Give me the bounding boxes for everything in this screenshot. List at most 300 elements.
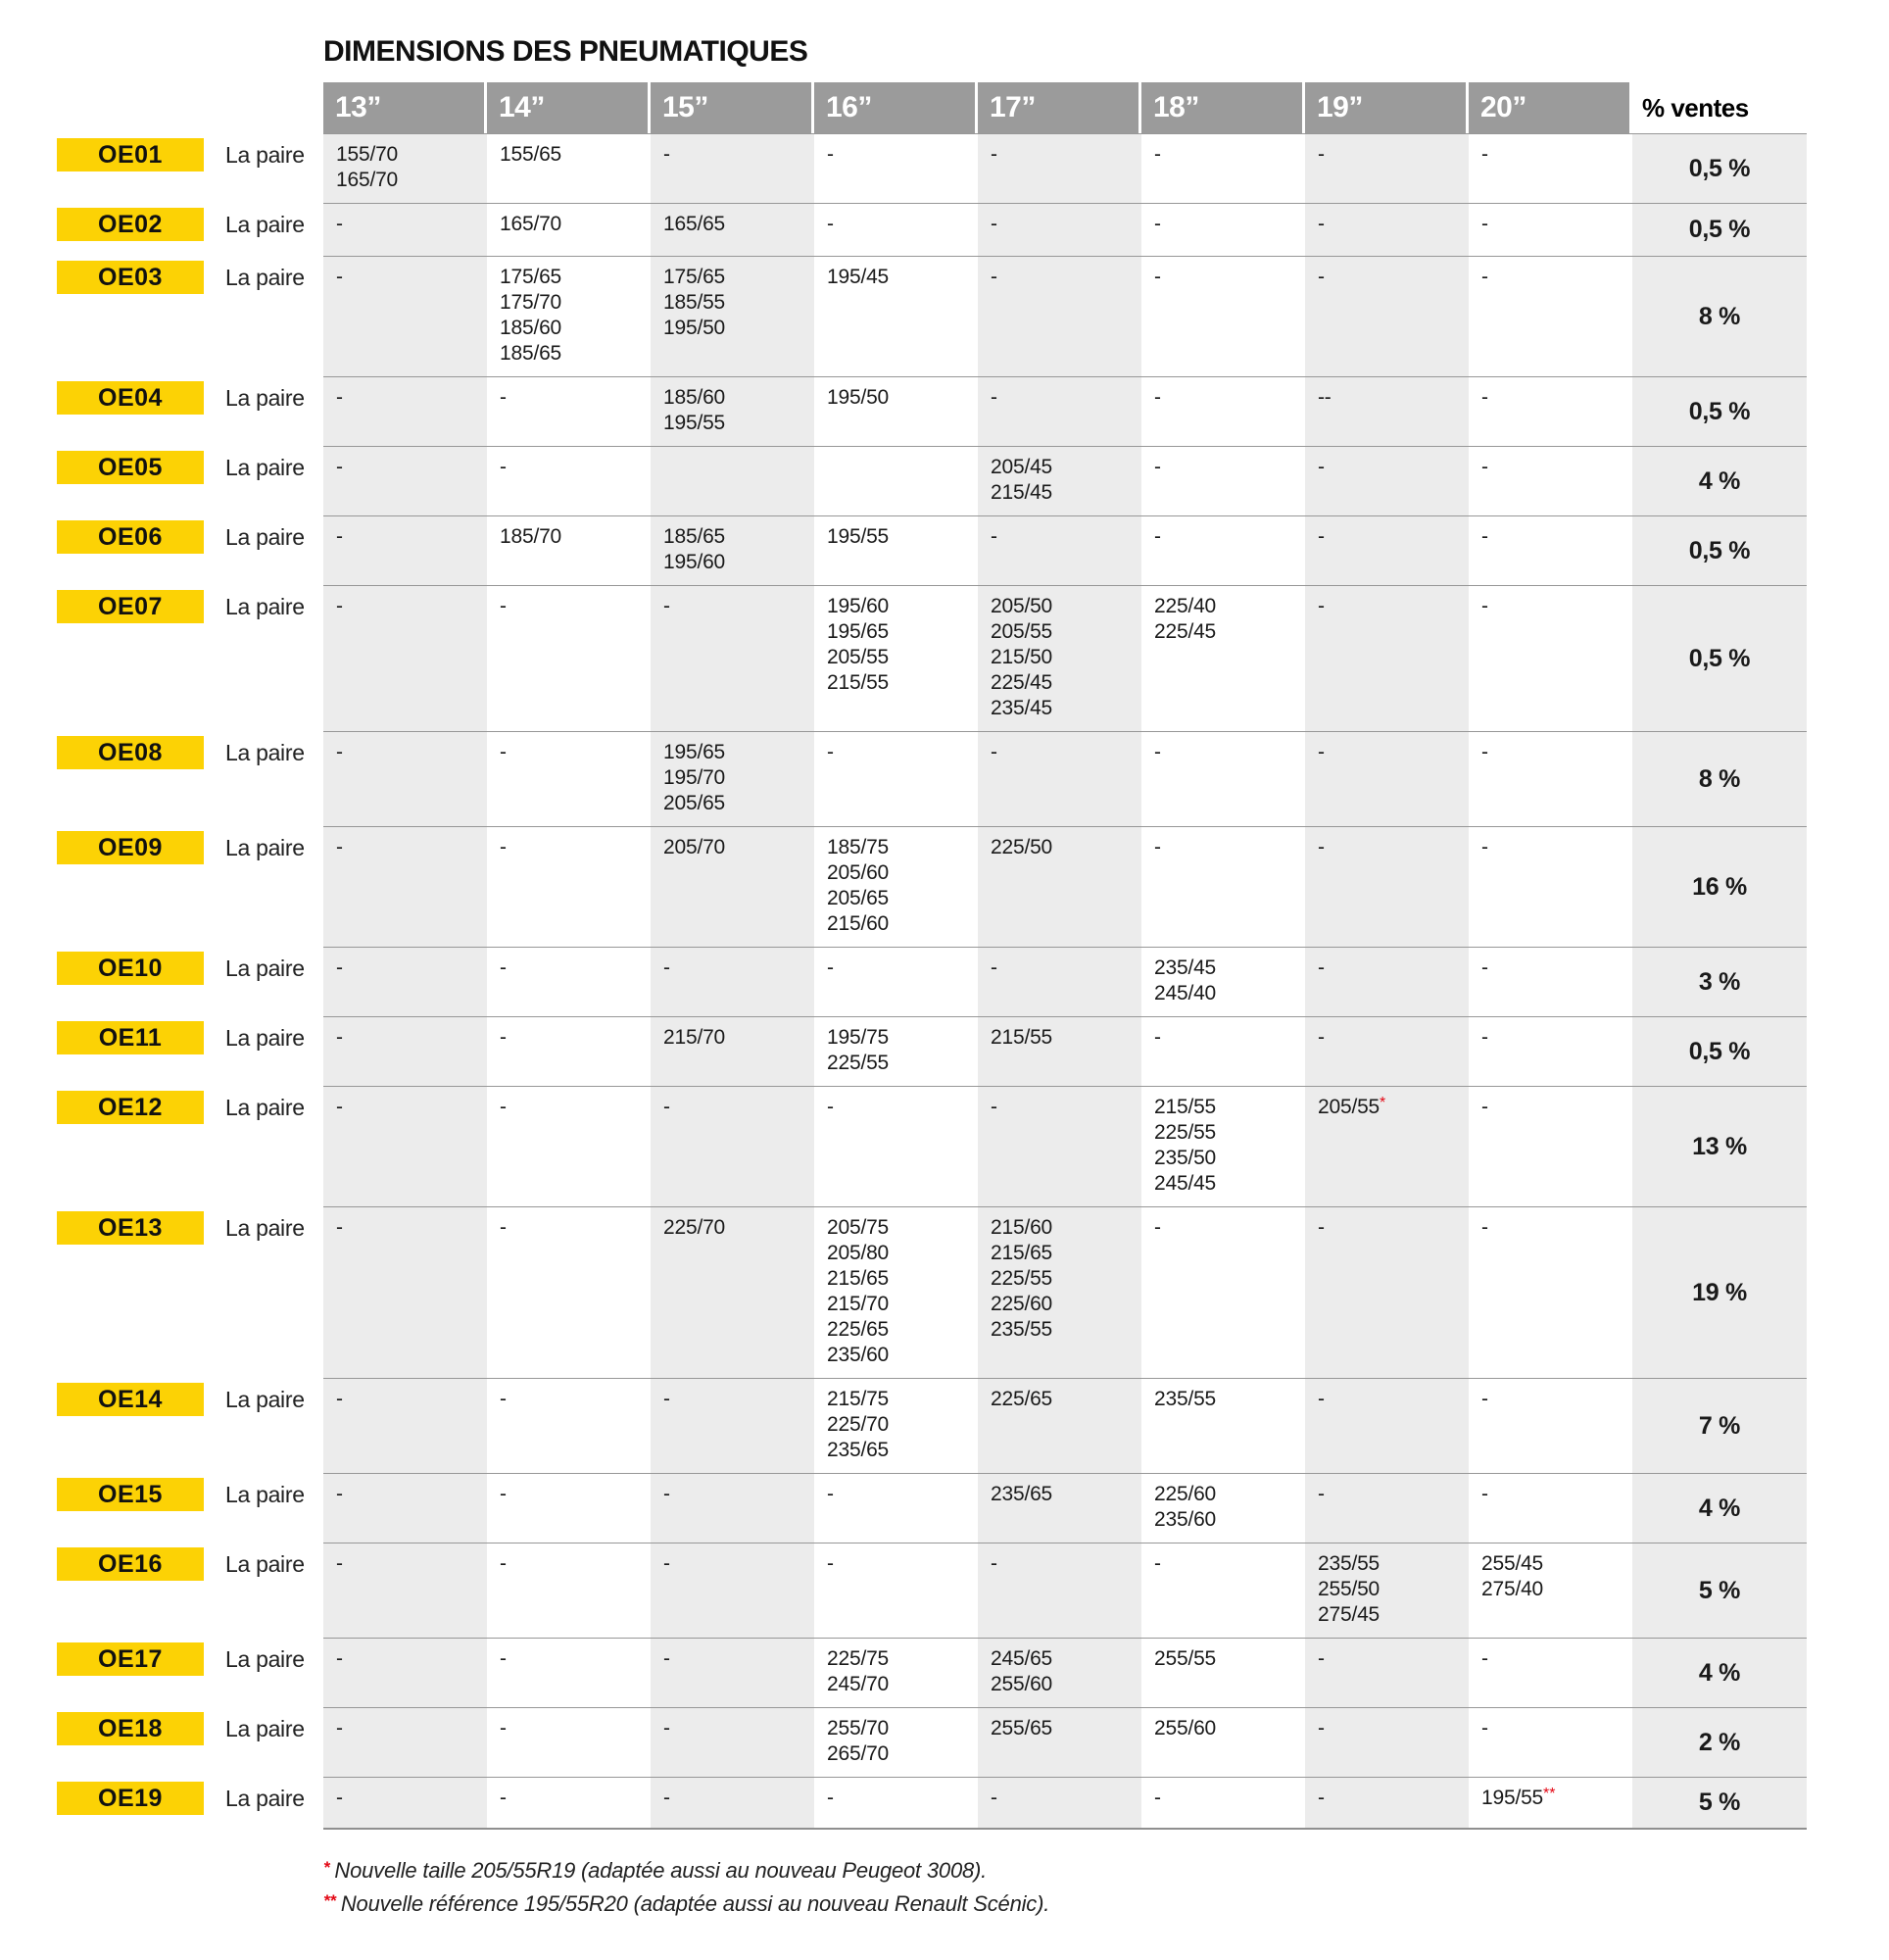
size-cell-20in [1469, 1473, 1632, 1543]
sales-percent-cell [1632, 1086, 1807, 1206]
tyre-size: - [1481, 213, 1488, 235]
tyre-size: - [500, 836, 507, 858]
sales-percent-cell [1632, 1777, 1807, 1830]
table-row-oe03 [57, 256, 1832, 376]
sales-percent-cell [1632, 731, 1807, 826]
size-cell-20in [1469, 826, 1632, 947]
size-cell-16in [814, 1206, 978, 1378]
tyre-size: - [1318, 213, 1325, 235]
tyre-size: - [500, 1026, 507, 1049]
tyre-size: - [663, 1483, 670, 1505]
table-row-oe11 [57, 1016, 1832, 1086]
tyre-size: - [1481, 741, 1488, 763]
tyre-size: - [500, 1216, 507, 1239]
size-cell-18in [1141, 585, 1305, 731]
size-cell-19in [1305, 1777, 1469, 1830]
size-cell-18in [1141, 1016, 1305, 1086]
column-header-16in: 16” [814, 82, 978, 133]
size-cell-17in [978, 1777, 1141, 1830]
size-cell-20in [1469, 256, 1632, 376]
size-cell-14in [487, 1707, 651, 1777]
size-cell-14in [487, 203, 651, 256]
size-cell-13in [323, 1777, 487, 1830]
tyre-size: 195/55 [663, 412, 726, 434]
size-cell-19in [1305, 376, 1469, 446]
tyre-size: - [1481, 595, 1488, 617]
unit-label: La paire [225, 455, 305, 480]
tyre-size: 235/45 [1154, 956, 1217, 979]
row-code-cell [57, 515, 212, 585]
table-row-oe18 [57, 1707, 1832, 1777]
row-code-badge: OE16 [57, 1547, 204, 1581]
tyre-size: - [1481, 525, 1488, 548]
size-cell-20in [1469, 1638, 1632, 1707]
unit-label: La paire [225, 1025, 305, 1051]
tyre-size: 225/50 [991, 836, 1053, 858]
tyre-size: - [336, 1216, 343, 1239]
size-cell-16in [814, 1777, 978, 1830]
tyre-size: - [663, 1096, 670, 1118]
row-code-badge: OE13 [57, 1211, 204, 1245]
size-cell-13in [323, 203, 487, 256]
tyre-size: 165/70 [336, 169, 399, 191]
sales-percent-cell [1632, 515, 1807, 585]
tyre-size: - [336, 266, 343, 288]
tyre-size: - [1318, 1388, 1325, 1410]
size-cell-17in [978, 585, 1141, 731]
size-cell-15in [651, 1016, 814, 1086]
size-cell-15in [651, 515, 814, 585]
sales-percent: 0,5 % [1688, 216, 1751, 243]
table-row-oe16 [57, 1543, 1832, 1638]
footnote-marker: ** [323, 1891, 336, 1910]
tyre-size: - [500, 1388, 507, 1410]
sales-percent: 4 % [1698, 466, 1741, 495]
size-cell-20in [1469, 1206, 1632, 1378]
size-cell-17in [978, 256, 1141, 376]
tyre-size: - [1154, 741, 1161, 763]
sales-percent-cell [1632, 1473, 1807, 1543]
row-code-badge: OE06 [57, 520, 204, 554]
tyre-size: - [1318, 1787, 1325, 1809]
table-row-oe01 [57, 133, 1832, 203]
size-cell-20in [1469, 1543, 1632, 1638]
tyre-size: 185/65 [500, 342, 562, 365]
tyre-size: - [336, 456, 343, 478]
tyre-size: 225/55 [827, 1052, 890, 1074]
size-cell-14in [487, 947, 651, 1016]
sales-percent-cell [1632, 947, 1807, 1016]
size-cell-13in [323, 731, 487, 826]
table-row-oe15 [57, 1473, 1832, 1543]
sales-percent: 13 % [1692, 1132, 1747, 1160]
tyre-size: - [991, 386, 997, 409]
tyre-size: 205/55* [1318, 1095, 1386, 1118]
size-cell-20in [1469, 1378, 1632, 1473]
size-cell-15in [651, 256, 814, 376]
tyre-size: - [500, 1647, 507, 1670]
column-header-19in: 19” [1305, 82, 1469, 133]
size-cell-19in [1305, 446, 1469, 515]
sales-percent-cell [1632, 1638, 1807, 1707]
tyre-size: - [336, 1483, 343, 1505]
unit-label: La paire [225, 1095, 305, 1120]
size-cell-19in [1305, 256, 1469, 376]
tyre-size: 215/60 [991, 1216, 1053, 1239]
row-code-cell [57, 1206, 212, 1378]
tyre-size: - [500, 956, 507, 979]
row-code-cell [57, 1378, 212, 1473]
tyre-size: - [1318, 741, 1325, 763]
sales-percent: 5 % [1698, 1788, 1741, 1816]
size-cell-15in [651, 376, 814, 446]
tyre-size: - [827, 213, 834, 235]
size-cell-19in [1305, 947, 1469, 1016]
row-code-badge: OE14 [57, 1383, 204, 1416]
table-header-row [57, 82, 1832, 133]
size-cell-16in [814, 585, 978, 731]
size-cell-15in [651, 1638, 814, 1707]
tyre-size: - [991, 525, 997, 548]
tyre-size: 205/50 [991, 595, 1053, 617]
size-cell-15in [651, 947, 814, 1016]
size-cell-17in [978, 1086, 1141, 1206]
size-cell-15in [651, 826, 814, 947]
tyre-size: 175/70 [500, 291, 562, 314]
size-cell-14in [487, 1473, 651, 1543]
row-code-badge: OE18 [57, 1712, 204, 1745]
tyre-size: 215/70 [663, 1026, 726, 1049]
row-code-cell [57, 1473, 212, 1543]
sales-percent-cell [1632, 446, 1807, 515]
sales-percent: 8 % [1698, 302, 1741, 330]
unit-label: La paire [225, 956, 305, 981]
row-code-badge: OE10 [57, 952, 204, 985]
tyre-size: - [663, 956, 670, 979]
size-cell-15in [651, 585, 814, 731]
tyre-size: - [336, 1388, 343, 1410]
tyre-size: 185/55 [663, 291, 726, 314]
row-code-badge: OE15 [57, 1478, 204, 1511]
row-code-badge: OE04 [57, 381, 204, 415]
unit-label: La paire [225, 142, 305, 168]
tyre-size: - [991, 956, 997, 979]
size-cell-16in [814, 515, 978, 585]
sales-percent: 7 % [1698, 1411, 1741, 1440]
tyre-size: - [1481, 1096, 1488, 1118]
table-row-oe04 [57, 376, 1832, 446]
size-cell-14in [487, 1638, 651, 1707]
size-cell-13in [323, 376, 487, 446]
tyre-size: 205/60 [827, 861, 890, 884]
size-cell-15in [651, 203, 814, 256]
tyre-size: 235/60 [827, 1344, 890, 1366]
tyre-size: 255/45 [1481, 1552, 1544, 1575]
table-row-oe19 [57, 1777, 1832, 1830]
tyre-size: 215/45 [991, 481, 1053, 504]
size-cell-13in [323, 256, 487, 376]
column-header-sales: % ventes [1632, 82, 1807, 133]
size-cell-16in [814, 731, 978, 826]
sales-percent-cell [1632, 256, 1807, 376]
size-cell-20in [1469, 1707, 1632, 1777]
size-cell-16in [814, 1543, 978, 1638]
tyre-size: 225/65 [827, 1318, 890, 1341]
footnotes [323, 1855, 1832, 1922]
row-code-cell [57, 1086, 212, 1206]
size-cell-16in [814, 1378, 978, 1473]
tyre-size: - [991, 1787, 997, 1809]
tyre-size: - [663, 1552, 670, 1575]
size-cell-18in [1141, 1378, 1305, 1473]
size-cell-17in [978, 1378, 1141, 1473]
row-code-cell [57, 947, 212, 1016]
unit-label: La paire [225, 385, 305, 411]
size-cell-19in [1305, 1638, 1469, 1707]
tyre-size: 195/65 [663, 741, 726, 763]
tyre-size: 215/70 [827, 1293, 890, 1315]
size-cell-16in [814, 947, 978, 1016]
column-header-18in: 18” [1141, 82, 1305, 133]
tyre-size: 195/55** [1481, 1786, 1556, 1809]
row-code-badge: OE08 [57, 736, 204, 769]
unit-label: La paire [225, 1551, 305, 1577]
size-cell-18in [1141, 1543, 1305, 1638]
column-header-17in: 17” [978, 82, 1141, 133]
tyre-size: - [827, 143, 834, 166]
size-cell-19in [1305, 203, 1469, 256]
row-code-badge: OE12 [57, 1091, 204, 1124]
size-cell-18in [1141, 1473, 1305, 1543]
tyre-size: - [500, 595, 507, 617]
tyre-size: 235/55 [1154, 1388, 1217, 1410]
tyre-size: - [1481, 266, 1488, 288]
tyre-size: 225/70 [827, 1413, 890, 1436]
size-cell-17in [978, 1016, 1141, 1086]
tyre-size: - [1318, 143, 1325, 166]
table-row-oe08 [57, 731, 1832, 826]
unit-label: La paire [225, 835, 305, 860]
size-cell-15in [651, 1707, 814, 1777]
sales-percent-cell [1632, 203, 1807, 256]
size-cell-20in [1469, 1777, 1632, 1830]
size-cell-15in [651, 1086, 814, 1206]
size-cell-17in [978, 515, 1141, 585]
size-cell-14in [487, 1378, 651, 1473]
size-cell-20in [1469, 203, 1632, 256]
size-cell-14in [487, 1206, 651, 1378]
size-cell-16in [814, 1473, 978, 1543]
column-header-13in: 13” [323, 82, 487, 133]
tyre-size: 185/70 [500, 525, 562, 548]
tyre-size: - [500, 456, 507, 478]
unit-label: La paire [225, 265, 305, 290]
row-code-badge: OE19 [57, 1782, 204, 1815]
tyre-size: - [336, 595, 343, 617]
row-code-cell [57, 1016, 212, 1086]
tyre-size: 225/75 [827, 1647, 890, 1670]
tyre-size: 155/70 [336, 143, 399, 166]
tyre-size: 225/45 [991, 671, 1053, 694]
sales-percent: 3 % [1698, 967, 1741, 996]
row-code-badge: OE09 [57, 831, 204, 864]
tyre-size: -- [1318, 386, 1332, 409]
size-cell-18in [1141, 446, 1305, 515]
size-cell-14in [487, 585, 651, 731]
size-cell-15in [651, 1206, 814, 1378]
size-cell-15in [651, 1473, 814, 1543]
unit-label: La paire [225, 740, 305, 765]
row-code-cell [57, 376, 212, 446]
footnote: * Nouvelle taille 205/55R19 (adaptée aussi au nouveau Peugeot 3008). [323, 1858, 988, 1883]
size-cell-20in [1469, 731, 1632, 826]
size-cell-13in [323, 1473, 487, 1543]
table-row-oe17 [57, 1638, 1832, 1707]
size-cell-17in [978, 1473, 1141, 1543]
tyre-size: - [1318, 456, 1325, 478]
sales-percent-cell [1632, 1707, 1807, 1777]
size-cell-14in [487, 1016, 651, 1086]
tyre-size: - [1318, 1026, 1325, 1049]
tyre-size: 215/55 [1154, 1096, 1217, 1118]
unit-label: La paire [225, 1387, 305, 1412]
size-cell-15in [651, 1543, 814, 1638]
size-cell-17in [978, 1638, 1141, 1707]
header-spacer [57, 82, 212, 133]
size-cell-16in [814, 446, 978, 515]
size-cell-17in [978, 947, 1141, 1016]
tyre-size: - [1318, 1216, 1325, 1239]
row-code-cell [57, 1777, 212, 1830]
size-cell-15in [651, 1378, 814, 1473]
size-cell-16in [814, 376, 978, 446]
size-cell-17in [978, 1707, 1141, 1777]
size-cell-17in [978, 1543, 1141, 1638]
size-cell-13in [323, 1707, 487, 1777]
tyre-size: - [336, 1552, 343, 1575]
sales-percent: 4 % [1698, 1494, 1741, 1522]
tyre-size: - [1154, 1552, 1161, 1575]
tyre-size: 255/65 [991, 1717, 1053, 1740]
column-header-14in: 14” [487, 82, 651, 133]
size-cell-15in [651, 446, 814, 515]
tyre-size: 195/65 [827, 620, 890, 643]
size-cell-18in [1141, 1206, 1305, 1378]
tyre-size: - [336, 741, 343, 763]
tyre-size: 255/50 [1318, 1578, 1380, 1600]
size-cell-15in [651, 1777, 814, 1830]
size-cell-17in [978, 1206, 1141, 1378]
tyre-size: 275/40 [1481, 1578, 1544, 1600]
tyre-size: 215/55 [827, 671, 890, 694]
row-code-badge: OE11 [57, 1021, 204, 1054]
tyre-size: 205/55 [827, 646, 890, 668]
sales-percent-cell [1632, 133, 1807, 203]
sales-percent: 5 % [1698, 1576, 1741, 1604]
size-cell-20in [1469, 585, 1632, 731]
sales-percent-cell [1632, 585, 1807, 731]
size-cell-13in [323, 446, 487, 515]
tyre-size: 225/55 [991, 1267, 1053, 1290]
row-code-badge: OE01 [57, 138, 204, 172]
tyre-size: - [1318, 956, 1325, 979]
tyre-size: 205/65 [663, 792, 726, 814]
sales-percent-cell [1632, 1543, 1807, 1638]
size-cell-16in [814, 1016, 978, 1086]
tyre-size: 215/60 [827, 912, 890, 935]
size-cell-13in [323, 1638, 487, 1707]
tyre-size: 185/75 [827, 836, 890, 858]
tyre-size: 235/50 [1154, 1147, 1217, 1169]
sales-percent: 0,5 % [1688, 1037, 1751, 1065]
tyre-size: 205/80 [827, 1242, 890, 1264]
sales-percent: 0,5 % [1688, 154, 1751, 182]
sales-percent: 0,5 % [1688, 397, 1751, 425]
tyre-size: - [827, 1787, 834, 1809]
tyre-size: - [1318, 1483, 1325, 1505]
tyre-size: - [991, 143, 997, 166]
tyre-size: 235/55 [1318, 1552, 1380, 1575]
row-code-cell [57, 731, 212, 826]
tyre-size: - [1154, 1026, 1161, 1049]
size-cell-17in [978, 133, 1141, 203]
tyre-size: 245/40 [1154, 982, 1217, 1004]
tyre-size: 235/65 [827, 1439, 890, 1461]
tyre-size: - [827, 1552, 834, 1575]
row-code-badge: OE05 [57, 451, 204, 484]
size-cell-20in [1469, 446, 1632, 515]
table-row-oe02 [57, 203, 1832, 256]
tyre-size: - [336, 1026, 343, 1049]
table-row-oe14 [57, 1378, 1832, 1473]
row-code-cell [57, 1638, 212, 1707]
tyre-size: - [1481, 386, 1488, 409]
tyre-size: 155/65 [500, 143, 562, 166]
tyre-size: - [336, 1717, 343, 1740]
tyre-size: - [500, 1552, 507, 1575]
size-cell-19in [1305, 1016, 1469, 1086]
tyre-size: - [336, 1647, 343, 1670]
tyre-size: - [336, 213, 343, 235]
tyre-size: - [336, 1096, 343, 1118]
tyre-size: - [336, 836, 343, 858]
tyre-size: 215/50 [991, 646, 1053, 668]
size-cell-19in [1305, 1206, 1469, 1378]
new-size-asterisk: ** [1543, 1786, 1556, 1802]
row-code-cell [57, 133, 212, 203]
table-row-oe06 [57, 515, 1832, 585]
size-cell-15in [651, 133, 814, 203]
size-cell-16in [814, 1638, 978, 1707]
tyre-size: - [1154, 1216, 1161, 1239]
footnote-marker: * [323, 1858, 330, 1877]
tyre-size: 165/70 [500, 213, 562, 235]
tyre-size: 195/60 [827, 595, 890, 617]
size-cell-19in [1305, 1086, 1469, 1206]
table-row-oe09 [57, 826, 1832, 947]
table-row-oe10 [57, 947, 1832, 1016]
size-cell-18in [1141, 256, 1305, 376]
size-cell-19in [1305, 826, 1469, 947]
tyre-size: - [336, 386, 343, 409]
tyre-size: 215/55 [991, 1026, 1053, 1049]
size-cell-14in [487, 446, 651, 515]
sales-percent: 0,5 % [1688, 644, 1751, 672]
tyre-size: - [991, 741, 997, 763]
sales-percent: 0,5 % [1688, 536, 1751, 564]
tyre-size: - [336, 525, 343, 548]
size-cell-13in [323, 1378, 487, 1473]
